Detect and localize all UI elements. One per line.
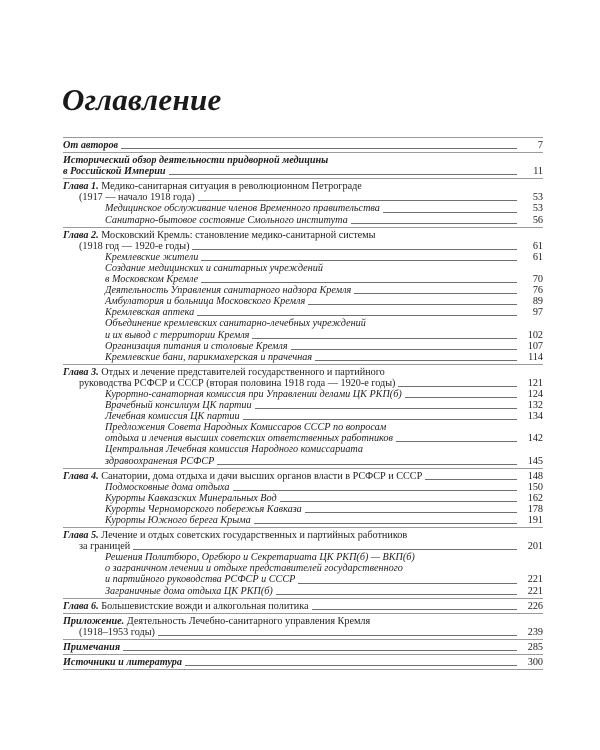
dot-leader (121, 148, 517, 149)
dot-leader (298, 583, 517, 584)
toc-subentry[interactable] (63, 433, 543, 444)
toc-subentry[interactable] (63, 307, 543, 318)
dot-leader (198, 200, 517, 201)
subentry-title-line: Объединение кремлевских санитарно-лечебных учреждений (105, 318, 366, 330)
page-number: 102 (527, 329, 543, 341)
subentry-title-line: Решения Политбюро, Оргбюро и Секретариата ЦК РКП(б) — ВКП(б) (105, 552, 415, 564)
subentry-title: Курортно-санаторная комиссия при Управлении делами ЦК РКП(б) (105, 388, 402, 400)
subentry-title: Кремлевская аптека (105, 307, 195, 319)
entry-title: Примечания (63, 641, 121, 653)
dot-leader (383, 212, 517, 213)
page-number: 221 (527, 574, 543, 586)
chapter-heading (63, 367, 543, 378)
chapter-label: Глава 6. (63, 600, 99, 612)
chapter-title: Московский Кремль: становление медико-санитарной системы (101, 229, 376, 241)
dot-leader (276, 594, 517, 595)
page-number: 142 (527, 433, 543, 445)
page-number: 300 (527, 657, 543, 669)
toc-subentry[interactable] (63, 493, 543, 504)
dot-leader (197, 315, 517, 316)
chapter-heading (63, 230, 543, 241)
dot-leader (243, 419, 517, 420)
toc-entry[interactable] (63, 378, 543, 389)
chapter-heading (63, 471, 422, 482)
dot-leader (201, 282, 517, 283)
toc-subentry[interactable] (63, 400, 543, 411)
chapter-title-cont: руководства РСФСР и СССР (вторая половина 1918 года — 1920-е годы) (79, 377, 396, 389)
chapter-title-cont: (1917 — начало 1918 года) (79, 192, 195, 204)
page-number: 70 (532, 274, 543, 286)
dot-leader (396, 441, 517, 442)
toc-section-authors (63, 137, 543, 152)
page-number: 61 (532, 240, 543, 252)
toc-section-chapter-4 (63, 468, 543, 527)
subentry-title: Деятельность Управления санитарного надзора Кремля (105, 285, 352, 297)
subentry-title: отдыха и лечения высших советских ответственных работников (105, 433, 393, 445)
toc-entry[interactable] (63, 627, 543, 638)
toc-subentry[interactable] (63, 296, 543, 307)
subentry-title: в Московском Кремле (105, 274, 199, 286)
chapter-heading (63, 181, 543, 192)
page-number: 150 (527, 481, 543, 493)
dot-leader (308, 304, 517, 305)
toc-section-overview (63, 152, 543, 178)
subentry-title: Санитарно-бытовое состояние Смольного института (105, 214, 348, 226)
dot-leader (192, 249, 517, 250)
toc-subentry[interactable] (63, 586, 543, 597)
chapter-title-cont: за границей (79, 541, 131, 553)
toc-entry[interactable] (63, 192, 543, 203)
page-number: 114 (528, 351, 543, 363)
page-number: 239 (527, 626, 543, 638)
toc-section-chapter-1 (63, 178, 543, 226)
page-number: 134 (527, 411, 543, 423)
toc-subentry[interactable] (63, 482, 543, 493)
dot-leader (425, 479, 517, 480)
page-number: 61 (532, 251, 543, 263)
toc-entry[interactable] (63, 657, 543, 668)
chapter-heading (63, 616, 543, 627)
page-number: 226 (527, 600, 543, 612)
chapter-title: Медико-санитарная ситуация в революционном Петрограде (101, 181, 362, 193)
dot-leader (315, 360, 517, 361)
subentry-title: здравоохранения РСФСР (105, 455, 215, 467)
chapter-title: Деятельность Лечебно-санитарного управления Кремля (126, 615, 371, 627)
page-number: 124 (527, 388, 543, 400)
dot-leader (312, 609, 517, 610)
toc-section-chapter-2 (63, 227, 543, 364)
dot-leader (201, 260, 517, 261)
subentry-title: Организация питания и столовые Кремля (105, 340, 288, 352)
dot-leader (398, 386, 517, 387)
page-number: 53 (532, 192, 543, 204)
dot-leader (255, 408, 517, 409)
chapter-label: Глава 4. (63, 470, 99, 482)
dot-leader (158, 635, 517, 636)
entry-title-line: в Российской Империи (63, 166, 166, 178)
page-number: 121 (527, 377, 543, 389)
chapter-title: Большевистские вожди и алкогольная политика (101, 600, 309, 612)
dot-leader (123, 650, 517, 651)
chapter-title: Отдых и лечение представителей государственного и партийного (101, 366, 385, 378)
chapter-label: Глава 1. (63, 181, 99, 193)
subentry-title: Амбулатория и больница Московского Кремля (105, 296, 306, 308)
subentry-title: Медицинское обслуживание членов Временного правительства (105, 203, 380, 215)
page-number: 178 (527, 503, 543, 515)
toc-entry[interactable] (63, 166, 543, 177)
page-number: 107 (527, 340, 543, 352)
dot-leader (405, 397, 517, 398)
page-number: 201 (527, 541, 543, 553)
subentry-title-line: Предложения Совета Народных Комиссаров СССР по вопросам (105, 422, 387, 434)
chapter-title-cont: (1918 год — 1920-е годы) (79, 240, 190, 252)
toc-entry[interactable] (63, 601, 543, 612)
page-title: Оглавление (62, 82, 222, 117)
toc-section-appendix (63, 613, 543, 639)
page-number: 97 (532, 307, 543, 319)
dot-leader (185, 665, 517, 666)
chapter-label: Приложение. (63, 615, 125, 627)
toc-section-notes (63, 639, 543, 654)
toc-entry[interactable] (63, 241, 543, 252)
toc-section-chapter-5 (63, 527, 543, 598)
subentry-title: Кремлевские жители (105, 251, 199, 263)
chapter-title: Санатории, дома отдыха и дачи высших органов власти в РСФСР и СССР (101, 470, 423, 482)
toc-subentry[interactable] (63, 274, 543, 285)
toc-subentry[interactable] (63, 515, 543, 526)
dot-leader (217, 464, 517, 465)
subentry-title: Курорты Черноморского побережья Кавказа (105, 503, 302, 515)
toc-entry[interactable] (63, 140, 543, 151)
entry-title-line: Исторический обзор деятельности придворной медицины (63, 155, 329, 167)
toc-subentry[interactable] (63, 389, 543, 400)
toc-entry[interactable] (63, 642, 543, 653)
page-number: 89 (532, 296, 543, 308)
subentry-title: Врачебный консилиум ЦК партии (105, 400, 252, 412)
toc-subentry[interactable] (63, 574, 543, 585)
dot-leader (233, 490, 518, 491)
chapter-heading (63, 601, 309, 612)
toc-subentry[interactable] (63, 215, 543, 226)
subentry-title-line: о заграничном лечении и отдыхе представителей государственного (105, 563, 403, 575)
toc-subentry[interactable] (63, 330, 543, 341)
page-number: 145 (527, 455, 543, 467)
subentry-title: и партийного руководства РСФСР и СССР (105, 574, 296, 586)
subentry-title-line: Центральная Лечебная комиссия Народного комиссариата (105, 444, 363, 456)
chapter-label: Глава 5. (63, 530, 99, 542)
toc-subentry[interactable] (63, 504, 543, 515)
subentry-title-line: Создание медицинских и санитарных учреждений (105, 262, 323, 274)
toc-section-chapter-3 (63, 364, 543, 468)
subentry-title: Подмосковные дома отдыха (105, 481, 230, 493)
page-number: 191 (527, 515, 543, 526)
toc-entry[interactable] (63, 541, 543, 552)
dot-leader (169, 174, 517, 175)
subentry-title: Заграничные дома отдыха ЦК РКП(б) (105, 585, 273, 597)
dot-leader (305, 512, 517, 513)
entry-title: Источники и литература (63, 657, 182, 669)
dot-leader (354, 293, 517, 294)
page-number: 56 (532, 214, 543, 226)
toc-subentry[interactable] (63, 203, 543, 214)
toc-subentry[interactable] (63, 411, 543, 422)
chapter-title-cont: (1918–1953 годы) (79, 626, 155, 638)
dot-leader (252, 338, 517, 339)
subentry-title: Лечебная комиссия ЦК партии (105, 411, 240, 423)
toc-subentry[interactable] (63, 341, 543, 352)
page-number: 11 (533, 166, 543, 178)
page-number: 148 (527, 470, 543, 482)
subentry-title: Курорты Кавказских Минеральных Вод (105, 492, 277, 504)
toc-section-chapter-6 (63, 598, 543, 613)
toc-subentry[interactable] (63, 285, 543, 296)
chapter-label: Глава 2. (63, 229, 99, 241)
page-number: 53 (532, 203, 543, 215)
subentry-title: Кремлевские бани, парикмахерская и прачечная (105, 351, 313, 363)
entry-title: От авторов (63, 140, 119, 151)
toc-entry[interactable] (63, 471, 543, 482)
toc-subentry[interactable] (63, 352, 543, 363)
dot-leader (133, 549, 517, 550)
page-number: 221 (527, 585, 543, 597)
subentry-title: Курорты Южного берега Крыма (105, 515, 251, 526)
dot-leader (280, 501, 517, 502)
table-of-contents (63, 137, 543, 670)
dot-leader (254, 523, 517, 524)
page-number: 7 (537, 140, 543, 151)
page-number: 76 (532, 285, 543, 297)
toc-section-sources (63, 654, 543, 670)
chapter-title: Лечение и отдых советских государственных и партийных работников (101, 530, 408, 542)
subentry-title: и их вывод с территории Кремля (105, 329, 250, 341)
dot-leader (351, 223, 517, 224)
page-number: 285 (527, 641, 543, 653)
page-number: 132 (527, 400, 543, 412)
chapter-label: Глава 3. (63, 366, 99, 378)
toc-subentry[interactable] (63, 252, 543, 263)
dot-leader (291, 349, 517, 350)
toc-subentry[interactable] (63, 456, 543, 467)
chapter-heading (63, 530, 543, 541)
page-number: 162 (527, 492, 543, 504)
